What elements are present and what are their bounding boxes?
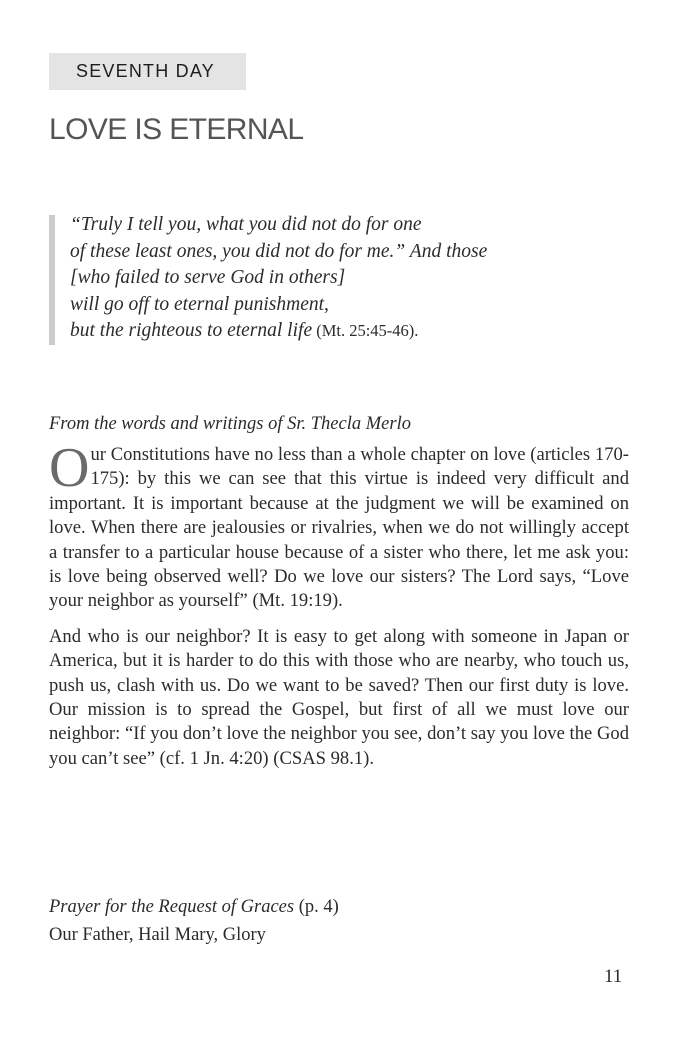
quote-line: of these least ones, you did not do for me.” And those xyxy=(70,240,488,262)
prayer-page-ref: (p. 4) xyxy=(294,897,339,917)
quote-line: [who failed to serve God in others] xyxy=(70,267,346,288)
paragraph: And who is our neighbor? It is easy to get along with someone in Japan or America, but it is harder to do this with those who are nearby, who touch us, push us, clash with us. Do we want to be saved? Then our first duty is love. Our mission is to spread the Gospel, but first of all we must love our neighbor: “If you don’t love the neighbor you see, don’t say you love the God you can’t see” (cf. 1 Jn. 4:20) (CSAS 98.1). xyxy=(49,625,629,769)
quote-line: “Truly I tell you, what you did not do for one xyxy=(70,214,422,235)
quote-reference: (Mt. 25:45-46). xyxy=(312,321,419,340)
body-text xyxy=(49,437,629,782)
source-line: From the words and writings of Sr. Thecla Merlo xyxy=(49,414,411,434)
drop-cap: O xyxy=(49,437,90,499)
prayer-block xyxy=(49,893,339,949)
quote-line-text: but the righteous to eternal life xyxy=(70,320,313,341)
prayer-list: Our Father, Hail Mary, Glory xyxy=(49,925,266,945)
prayer-title: Prayer for the Request of Graces xyxy=(49,897,295,917)
day-label xyxy=(49,53,246,90)
scripture-quote xyxy=(70,212,487,345)
quote-bar xyxy=(49,215,55,345)
day-label-text: SEVENTH DAY xyxy=(76,61,215,81)
paragraph xyxy=(49,437,629,614)
prayer-title-line xyxy=(49,893,339,921)
quote-line: will go off to eternal punishment, xyxy=(70,293,329,315)
page-number: 11 xyxy=(604,966,623,987)
page-title: LOVE IS ETERNAL xyxy=(49,113,304,146)
quote-line-last xyxy=(70,318,487,345)
paragraph-text: ur Constitutions have no less than a whole chapter on love (articles 170-175): by this we can see that this virtue is indeed very difficult and important. It is important because at the judgment we will be examined on love. When there are jealousies or rivalries, when we do not willingly accept a transfer to a particular house because of a sister who there, let me ask you: is love being observed well? Do we love our sisters? The Lord says, “Love your neighbor as yourself” (Mt. 19:19). xyxy=(49,444,629,612)
